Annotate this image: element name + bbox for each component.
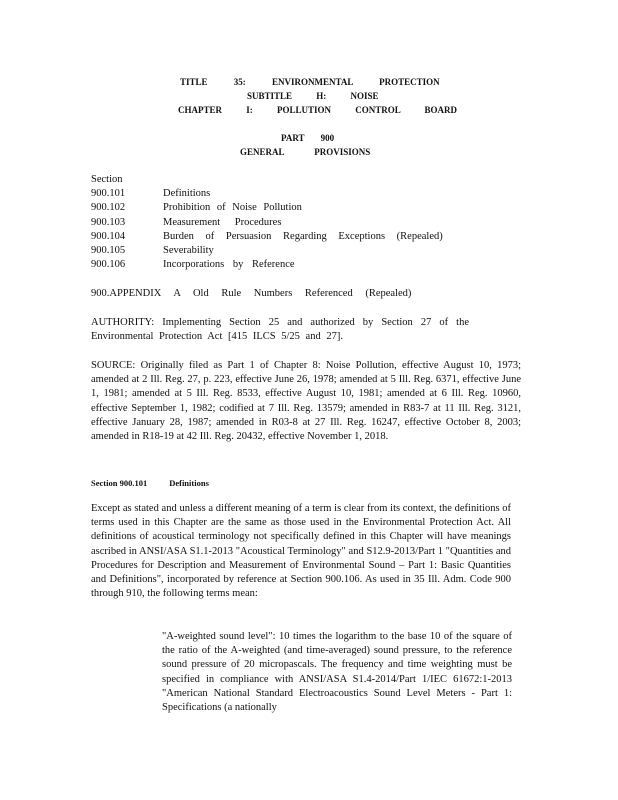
source-paragraph: SOURCE: Originally filed as Part 1 of Chapter 8: Noise Pollution, effective August 10, 1973; amended at 2 Ill. Reg. 27, p. 223, effective June 26, 1978; amended at 5 Ill. Reg. 6371, effective June 1, 1981; amended at 5 Ill. Reg. 8533, effective August 10, 1981; amended at 6 Ill. Reg. 10960, effective September 1, 1982; codified at 7 Ill. Reg. 13579; amended in R83-7 at 11 Ill. Reg. 3121, effective January 28, 1987; amended in R03-8 at 27 Ill. Reg. 16247, effective October 8, 2003; amended in R18-19 at 42 Ill. Reg. 20432, effective November 1, 2018. — [91, 360, 521, 443]
part-line: PART 900 — [281, 133, 335, 143]
section-heading — [91, 476, 231, 490]
subtitle-line: SUBTITLE H: NOISE — [247, 91, 379, 101]
section-heading-number: Section 900.101 — [91, 478, 148, 488]
section-heading-title: Definitions — [169, 478, 209, 488]
toc-label: Section — [91, 174, 123, 185]
toc-section-title: Prohibition of Noise Pollution — [163, 202, 302, 214]
appendix-line: 900.APPENDIX A Old Rule Numbers Referenced (Repealed) — [91, 288, 412, 299]
toc-section-title: Definitions — [163, 188, 211, 200]
toc-row — [91, 258, 443, 272]
definition-a-weighted-sound-level: "A-weighted sound level": 10 times the logarithm to the base 10 of the square of the ratio of the A-weighted (and time-averaged) sound pressure, to the reference sound pressure of 20 micropascals. The frequency and time weighting must be specified in compliance with ANSI/ASA S1.4-2014/Part 1/IEC 61672:1-2013 "American National Standard Electroacoustics Sound Level Meters - Part 1: Specifications (a nationally — [162, 631, 512, 714]
definitions-intro-paragraph: Except as stated and unless a different meaning of a term is clear from its context, the definitions of terms used in this Chapter are the same as those used in the Environmental Protection Act. All definitions of acoustical terminology not specifically defined in this Chapter will have meanings ascribed in ANSI/ASA S1.1-2013 "Acoustical Terminology" and S12.9-2013/Part 1 "Quantities and Procedures for Description and Measurement of Environmental Sound – Part 1: Basic Quantities and Definitions", incorporated by reference at Section 900.106. As used in 35 Ill. Adm. Code 900 through 910, the following terms mean: — [91, 503, 511, 600]
authority-paragraph: AUTHORITY: Implementing Section 25 and authorized by Section 27 of the Environmental Protection Act [415 ILCS 5/25 and 27]. — [91, 317, 469, 343]
toc-section-title: Measurement Procedures — [163, 216, 282, 228]
toc-row — [91, 187, 443, 201]
part-name: GENERAL PROVISIONS — [240, 147, 371, 157]
toc-row — [91, 244, 443, 258]
chapter-line: CHAPTER I: POLLUTION CONTROL BOARD — [178, 105, 458, 115]
toc-section-title: Severability — [163, 244, 214, 256]
toc-section-number: 900.101 — [91, 188, 126, 200]
toc-row — [91, 216, 443, 230]
toc-section-number: 900.102 — [91, 202, 126, 214]
toc-section-number: 900.106 — [91, 259, 126, 271]
toc-section-title: Incorporations by Reference — [163, 259, 295, 271]
toc-row — [91, 201, 443, 215]
toc-row — [91, 230, 443, 244]
toc-section-number: 900.105 — [91, 244, 126, 256]
table-of-contents — [91, 173, 443, 272]
toc-section-number: 900.103 — [91, 216, 126, 228]
toc-section-number: 900.104 — [91, 230, 126, 242]
toc-section-title: Burden of Persuasion Regarding Exceptions (Repealed) — [163, 230, 443, 242]
title-line: TITLE 35: ENVIRONMENTAL PROTECTION — [180, 77, 440, 87]
